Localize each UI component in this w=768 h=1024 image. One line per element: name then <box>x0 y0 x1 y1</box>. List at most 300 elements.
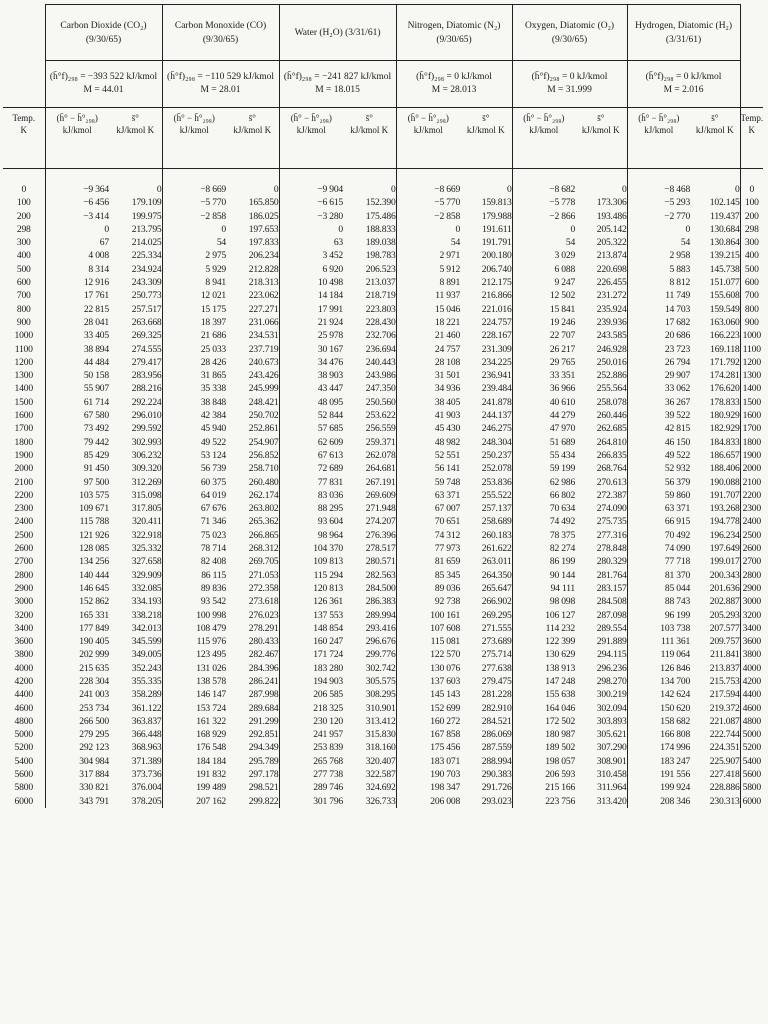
enthalpy-cell: 103 738 <box>627 622 690 635</box>
entropy-cell: 286.241 <box>248 675 279 687</box>
entropy-cell: 283.157 <box>596 582 627 594</box>
entropy-cell: 289.994 <box>365 609 396 621</box>
enthalpy-cell: 172 502 <box>512 715 575 728</box>
enthalpy-cell: 56 379 <box>627 476 690 489</box>
entropy-cell: 202.887 <box>690 595 740 608</box>
temperature-cell: 700 <box>16 290 31 302</box>
species-name: Oxygen, Diatomic (O₂) <box>525 20 615 31</box>
enthalpy-cell: 48 982 <box>396 436 460 449</box>
entropy-cell: 291.889 <box>596 636 627 648</box>
entropy-cell: 236.694 <box>365 343 396 355</box>
enthalpy-cell: 28 041 <box>45 316 109 329</box>
enthalpy-cell: 85 044 <box>627 582 690 595</box>
entropy-cell: 190.088 <box>690 476 740 489</box>
table-row <box>3 196 763 209</box>
entropy-cell: 232.706 <box>365 330 396 342</box>
enthalpy-cell: 67 007 <box>396 502 460 515</box>
temperature-cell: 2300 <box>14 503 33 515</box>
entropy-cell: 159.813 <box>481 197 512 209</box>
enthalpy-cell: 104 370 <box>279 542 343 555</box>
entropy-cell: 283.956 <box>131 370 162 382</box>
enthalpy-cell: 199 489 <box>162 781 226 794</box>
enthalpy-cell: 228 304 <box>45 675 109 688</box>
enthalpy-cell: 38 903 <box>279 369 343 382</box>
entropy-cell: 325.332 <box>131 543 162 555</box>
enthalpy-cell: 77 718 <box>627 555 690 568</box>
table-row <box>3 755 763 768</box>
enthalpy-cell: 202 999 <box>45 648 109 661</box>
temperature-cell: 400 <box>16 250 31 262</box>
entropy-cell: 293.023 <box>481 795 512 807</box>
temperature-cell: 2100 <box>14 476 33 488</box>
enthalpy-cell: 33 405 <box>45 329 109 342</box>
entropy-cell: 326.733 <box>365 795 396 807</box>
enthalpy-cell: 61 714 <box>45 396 109 409</box>
entropy-cell: 234.531 <box>248 330 279 342</box>
entropy-cell: 246.275 <box>481 423 512 435</box>
enthalpy-cell: −8 682 <box>512 183 575 196</box>
entropy-cell: 296.676 <box>365 636 396 648</box>
entropy-cell: 191.611 <box>482 223 512 235</box>
entropy-cell: 278.517 <box>365 543 396 555</box>
enthalpy-cell: 25 033 <box>162 343 226 356</box>
temperature-cell: 500 <box>16 263 31 275</box>
entropy-cell: 271.555 <box>481 622 512 634</box>
enthalpy-cell: 122 399 <box>512 635 575 648</box>
enthalpy-cell: 4 008 <box>45 249 109 262</box>
temperature-cell: 2600 <box>14 543 33 555</box>
enthalpy-cell: 29 765 <box>512 356 575 369</box>
entropy-cell: 130.684 <box>690 223 740 236</box>
enthalpy-cell: 123 495 <box>162 648 226 661</box>
entropy-cell: 263.802 <box>248 503 279 515</box>
table-row <box>3 529 763 542</box>
temperature-cell: 400 <box>744 250 759 262</box>
entropy-cell: 324.692 <box>365 782 396 794</box>
entropy-cell: 266.902 <box>481 596 512 608</box>
entropy-cell: 260.183 <box>481 529 512 541</box>
temperature-cell: 1700 <box>14 423 33 435</box>
temperature-cell: 298 <box>744 223 759 235</box>
enthalpy-cell: 12 916 <box>45 276 109 289</box>
entropy-cell: 244.137 <box>481 410 512 422</box>
enthalpy-cell: 31 501 <box>396 369 460 382</box>
table-row <box>3 436 763 449</box>
enthalpy-cell: 63 <box>279 236 343 249</box>
entropy-cell: 355.335 <box>131 675 162 687</box>
temperature-cell: 2000 <box>742 463 761 475</box>
entropy-cell: 225.907 <box>690 755 740 768</box>
enthalpy-cell: 146 645 <box>45 582 109 595</box>
enthalpy-cell: 42 384 <box>162 409 226 422</box>
enthalpy-cell: 137 603 <box>396 675 460 688</box>
enthalpy-cell: 81 659 <box>396 555 460 568</box>
entropy-cell: 275.714 <box>481 649 512 661</box>
entropy-cell: 286.383 <box>365 596 396 608</box>
enthalpy-cell: 8 812 <box>627 276 690 289</box>
enthalpy-cell: −5 770 <box>162 196 226 209</box>
entropy-cell: 193.268 <box>690 502 740 515</box>
temperature-cell: 2900 <box>742 582 761 594</box>
enthalpy-cell: 39 522 <box>627 409 690 422</box>
enthalpy-cell: 66 802 <box>512 489 575 502</box>
entropy-cell: 265.362 <box>248 516 279 528</box>
enthalpy-cell: 77 831 <box>279 476 343 489</box>
entropy-cell: 0 <box>621 184 627 195</box>
entropy-column-header <box>109 108 162 169</box>
entropy-cell: 284.508 <box>596 596 627 608</box>
enthalpy-cell: 126 846 <box>627 662 690 675</box>
enthalpy-cell: 14 703 <box>627 303 690 316</box>
temperature-cell: 2300 <box>742 503 761 515</box>
table-row <box>3 289 763 302</box>
enthalpy-cell: 19 246 <box>512 316 575 329</box>
entropy-cell: 152.390 <box>365 197 396 209</box>
entropy-cell: 264.350 <box>481 569 512 581</box>
entropy-cell: 223.803 <box>365 303 396 315</box>
enthalpy-cell: 150 620 <box>627 702 690 715</box>
table-row <box>3 316 763 329</box>
enthalpy-cell: 106 127 <box>512 609 575 622</box>
entropy-cell: 130.864 <box>690 236 740 249</box>
entropy-cell: 284.500 <box>365 582 396 594</box>
entropy-unit: kJ/kmol K <box>350 125 389 135</box>
entropy-cell: 280.571 <box>365 556 396 568</box>
enthalpy-cell: 26 217 <box>512 343 575 356</box>
table-row <box>3 409 763 422</box>
entropy-cell: 239.936 <box>596 316 627 328</box>
table-row <box>3 223 763 236</box>
entropy-cell: 155.608 <box>690 289 740 302</box>
enthalpy-cell: 30 167 <box>279 343 343 356</box>
temperature-cell: 3600 <box>14 636 33 648</box>
enthalpy-cell: 165 331 <box>45 609 109 622</box>
enthalpy-cell: 103 575 <box>45 489 109 502</box>
temperature-cell: 2500 <box>14 529 33 541</box>
enthalpy-cell: −8 669 <box>162 183 226 196</box>
entropy-cell: 102.145 <box>690 196 740 209</box>
temperature-cell: 200 <box>744 210 759 222</box>
enthalpy-cell: 14 184 <box>279 289 343 302</box>
table-row <box>3 728 763 741</box>
enthalpy-cell: 20 686 <box>627 329 690 342</box>
enthalpy-column-header <box>396 108 460 169</box>
entropy-cell: 223.062 <box>248 290 279 302</box>
enthalpy-cell: 47 970 <box>512 422 575 435</box>
temperature-cell: 4200 <box>742 675 761 687</box>
entropy-cell: 250.560 <box>365 396 396 408</box>
entropy-symbol: s̄° <box>597 113 605 123</box>
temperature-cell: 500 <box>744 263 759 275</box>
enthalpy-cell: 43 447 <box>279 382 343 395</box>
entropy-cell: 271.948 <box>365 503 396 515</box>
formation-enthalpy: (h̄°f)₂₉₈ = 0 kJ/kmol <box>645 72 722 82</box>
temperature-cell: 1200 <box>14 356 33 368</box>
entropy-cell: 279.417 <box>131 356 162 368</box>
temperature-cell: 700 <box>744 290 759 302</box>
entropy-cell: 228.886 <box>690 781 740 794</box>
enthalpy-cell: 160 272 <box>396 715 460 728</box>
entropy-cell: 263.011 <box>482 556 512 568</box>
enthalpy-cell: 36 267 <box>627 396 690 409</box>
enthalpy-cell: 147 248 <box>512 675 575 688</box>
enthalpy-cell: 59 199 <box>512 462 575 475</box>
enthalpy-cell: 3 452 <box>279 249 343 262</box>
entropy-cell: 250.237 <box>481 449 512 461</box>
entropy-cell: 269.609 <box>365 489 396 501</box>
entropy-cell: 0 <box>390 184 396 195</box>
entropy-cell: 224.757 <box>481 316 512 328</box>
species-header-co2 <box>45 5 162 61</box>
entropy-cell: 307.290 <box>596 742 627 754</box>
temperature-cell: 1700 <box>742 423 761 435</box>
entropy-cell: 243.585 <box>596 330 627 342</box>
temperature-cell: 6000 <box>14 795 33 807</box>
enthalpy-unit: kJ/kmol <box>529 125 559 135</box>
entropy-cell: 218.313 <box>248 277 279 289</box>
enthalpy-cell: 59 860 <box>627 489 690 502</box>
entropy-symbol: s̄° <box>365 113 373 123</box>
enthalpy-cell: −2 858 <box>396 210 460 223</box>
entropy-cell: 269.325 <box>131 330 162 342</box>
enthalpy-cell: 33 062 <box>627 382 690 395</box>
entropy-cell: 298.521 <box>248 782 279 794</box>
temperature-cell: 300 <box>744 237 759 249</box>
entropy-cell: 274.207 <box>365 516 396 528</box>
enthalpy-cell: 12 021 <box>162 289 226 302</box>
temperature-cell: 2100 <box>742 476 761 488</box>
table-row <box>3 263 763 276</box>
table-row <box>3 476 763 489</box>
enthalpy-cell: 161 322 <box>162 715 226 728</box>
entropy-cell: 310.901 <box>365 702 396 714</box>
entropy-cell: 189.038 <box>365 237 396 249</box>
enthalpy-cell: 8 941 <box>162 276 226 289</box>
enthalpy-cell: 40 610 <box>512 396 575 409</box>
enthalpy-column-header <box>162 108 226 169</box>
enthalpy-symbol: (h̄° − h̄°₂₉₈) <box>56 113 98 123</box>
temperature-cell: 1300 <box>14 370 33 382</box>
enthalpy-cell: 122 570 <box>396 648 460 661</box>
enthalpy-cell: 184 184 <box>162 755 226 768</box>
entropy-cell: 302.993 <box>131 436 162 448</box>
entropy-cell: 256.852 <box>248 449 279 461</box>
entropy-cell: 305.621 <box>596 729 627 741</box>
entropy-cell: 279.475 <box>481 675 512 687</box>
entropy-cell: 171.792 <box>690 356 740 369</box>
enthalpy-cell: 2 971 <box>396 249 460 262</box>
entropy-cell: 193.486 <box>596 210 627 222</box>
enthalpy-cell: 51 689 <box>512 436 575 449</box>
enthalpy-cell: 265 768 <box>279 755 343 768</box>
enthalpy-cell: 60 375 <box>162 476 226 489</box>
entropy-cell: 306.232 <box>131 449 162 461</box>
entropy-cell: 376.004 <box>131 782 162 794</box>
entropy-cell: 197.653 <box>248 223 279 235</box>
temperature-cell: 100 <box>16 197 31 209</box>
entropy-cell: 252.078 <box>481 463 512 475</box>
entropy-cell: 236.941 <box>481 370 512 382</box>
entropy-cell: 302.094 <box>596 702 627 714</box>
formation-enthalpy: (h̄°f)₂₉₈ = −241 827 kJ/kmol <box>283 72 392 82</box>
entropy-cell: 308.901 <box>596 755 627 767</box>
temperature-cell: 2700 <box>742 556 761 568</box>
entropy-cell: 235.924 <box>596 303 627 315</box>
enthalpy-cell: 138 913 <box>512 662 575 675</box>
entropy-cell: 308.295 <box>365 689 396 701</box>
entropy-cell: 206.234 <box>248 250 279 262</box>
entropy-cell: 180.929 <box>690 409 740 422</box>
entropy-cell: 305.575 <box>365 675 396 687</box>
enthalpy-cell: 171 724 <box>279 648 343 661</box>
species-name: Carbon Monoxide (CO) <box>174 20 267 31</box>
enthalpy-cell: 67 580 <box>45 409 109 422</box>
entropy-column-header <box>460 108 512 169</box>
enthalpy-cell: 207 162 <box>162 795 226 808</box>
enthalpy-cell: 0 <box>627 223 690 236</box>
enthalpy-cell: 62 986 <box>512 476 575 489</box>
temperature-cell: 0 <box>21 184 27 195</box>
enthalpy-cell: 15 841 <box>512 303 575 316</box>
enthalpy-symbol: (h̄° − h̄°₂₉₈) <box>638 113 680 123</box>
entropy-cell: 287.559 <box>481 742 512 754</box>
enthalpy-cell: 89 036 <box>396 582 460 595</box>
entropy-cell: 151.077 <box>690 276 740 289</box>
entropy-cell: 296.236 <box>596 662 627 674</box>
table-row <box>3 635 763 648</box>
enthalpy-cell: 5 929 <box>162 263 226 276</box>
enthalpy-cell: 304 984 <box>45 755 109 768</box>
entropy-cell: 246.928 <box>596 343 627 355</box>
entropy-cell: 259.371 <box>365 436 396 448</box>
species-name: Hydrogen, Diatomic (H₂) <box>635 20 733 31</box>
formation-enthalpy: (h̄°f)₂₉₈ = 0 kJ/kmol <box>531 72 608 82</box>
entropy-cell: 119.437 <box>690 210 740 223</box>
enthalpy-cell: 241 003 <box>45 688 109 701</box>
entropy-cell: 237.719 <box>248 343 279 355</box>
entropy-cell: 221.087 <box>690 715 740 728</box>
entropy-cell: 268.764 <box>596 463 627 475</box>
temperature-cell: 2900 <box>14 582 33 594</box>
temp-unit: K <box>748 125 756 135</box>
entropy-cell: 258.710 <box>248 463 279 475</box>
enthalpy-cell: 253 734 <box>45 702 109 715</box>
enthalpy-cell: 289 746 <box>279 781 343 794</box>
molar-mass: M = 18.015 <box>315 85 360 95</box>
enthalpy-cell: 28 108 <box>396 356 460 369</box>
entropy-cell: 256.559 <box>365 423 396 435</box>
entropy-cell: 165.850 <box>248 197 279 209</box>
table-row <box>3 236 763 249</box>
entropy-cell: 205.293 <box>690 609 740 622</box>
species-date: (9/30/65) <box>551 34 588 45</box>
temperature-cell: 4400 <box>14 689 33 701</box>
entropy-cell: 199.017 <box>690 555 740 568</box>
temperature-cell: 5000 <box>14 729 33 741</box>
enthalpy-cell: 109 813 <box>279 555 343 568</box>
entropy-cell: 317.805 <box>131 503 162 515</box>
enthalpy-cell: 23 723 <box>627 343 690 356</box>
enthalpy-cell: 54 <box>396 236 460 249</box>
enthalpy-cell: 92 738 <box>396 595 460 608</box>
temperature-cell: 1600 <box>742 410 761 422</box>
entropy-cell: 302.742 <box>365 662 396 674</box>
entropy-cell: 174.281 <box>690 369 740 382</box>
enthalpy-cell: 190 405 <box>45 635 109 648</box>
entropy-cell: 264.810 <box>596 436 627 448</box>
enthalpy-cell: 56 141 <box>396 462 460 475</box>
enthalpy-cell: 59 748 <box>396 476 460 489</box>
species-name: Carbon Dioxide (CO₂) <box>60 20 147 31</box>
entropy-cell: 197.833 <box>248 237 279 249</box>
entropy-cell: 248.304 <box>481 436 512 448</box>
enthalpy-cell: 119 064 <box>627 648 690 661</box>
enthalpy-cell: −9 904 <box>279 183 343 196</box>
enthalpy-cell: −3 414 <box>45 210 109 223</box>
entropy-cell: 184.833 <box>690 436 740 449</box>
entropy-cell: 322.918 <box>131 529 162 541</box>
enthalpy-cell: 85 345 <box>396 569 460 582</box>
temperature-cell: 2200 <box>14 489 33 501</box>
entropy-cell: 265.647 <box>481 582 512 594</box>
entropy-cell: 234.225 <box>481 356 512 368</box>
temperature-cell: 200 <box>16 210 31 222</box>
temperature-cell: 3200 <box>742 609 761 621</box>
entropy-cell: 213.795 <box>131 223 162 235</box>
enthalpy-cell: 79 442 <box>45 436 109 449</box>
enthalpy-cell: 277 738 <box>279 768 343 781</box>
enthalpy-cell: 97 500 <box>45 476 109 489</box>
enthalpy-cell: 29 907 <box>627 369 690 382</box>
entropy-cell: 240.673 <box>248 356 279 368</box>
enthalpy-cell: 2 958 <box>627 249 690 262</box>
entropy-cell: 299.776 <box>365 649 396 661</box>
formation-enthalpy: (h̄°f)₂₉₈ = −393 522 kJ/kmol <box>49 72 158 82</box>
entropy-cell: 179.988 <box>481 210 512 222</box>
species-header-n2 <box>396 5 512 61</box>
enthalpy-cell: 0 <box>162 223 226 236</box>
enthalpy-cell: 160 247 <box>279 635 343 648</box>
temperature-cell: 2000 <box>14 463 33 475</box>
enthalpy-cell: 35 338 <box>162 382 226 395</box>
entropy-cell: 291.726 <box>481 782 512 794</box>
entropy-cell: 294.115 <box>597 649 627 661</box>
enthalpy-cell: −5 778 <box>512 196 575 209</box>
entropy-cell: 253.622 <box>365 410 396 422</box>
temperature-cell: 3400 <box>14 622 33 634</box>
entropy-cell: 139.215 <box>690 249 740 262</box>
species-name-row <box>3 5 763 61</box>
temperature-cell: 5400 <box>14 755 33 767</box>
enthalpy-cell: 301 796 <box>279 795 343 808</box>
enthalpy-cell: 88 295 <box>279 502 343 515</box>
entropy-cell: 196.234 <box>690 529 740 542</box>
temperature-cell: 1600 <box>14 410 33 422</box>
enthalpy-cell: 18 397 <box>162 316 226 329</box>
entropy-cell: 194.778 <box>690 515 740 528</box>
enthalpy-cell: 71 346 <box>162 515 226 528</box>
entropy-cell: 272.387 <box>596 489 627 501</box>
enthalpy-cell: 130 076 <box>396 662 460 675</box>
entropy-cell: 178.833 <box>690 396 740 409</box>
entropy-cell: 199.975 <box>131 210 162 222</box>
enthalpy-unit: kJ/kmol <box>413 125 443 135</box>
enthalpy-column-header <box>627 108 690 169</box>
temperature-cell: 1900 <box>14 449 33 461</box>
enthalpy-cell: 15 175 <box>162 303 226 316</box>
enthalpy-cell: 52 932 <box>627 462 690 475</box>
species-date: (9/30/65) <box>202 34 239 45</box>
